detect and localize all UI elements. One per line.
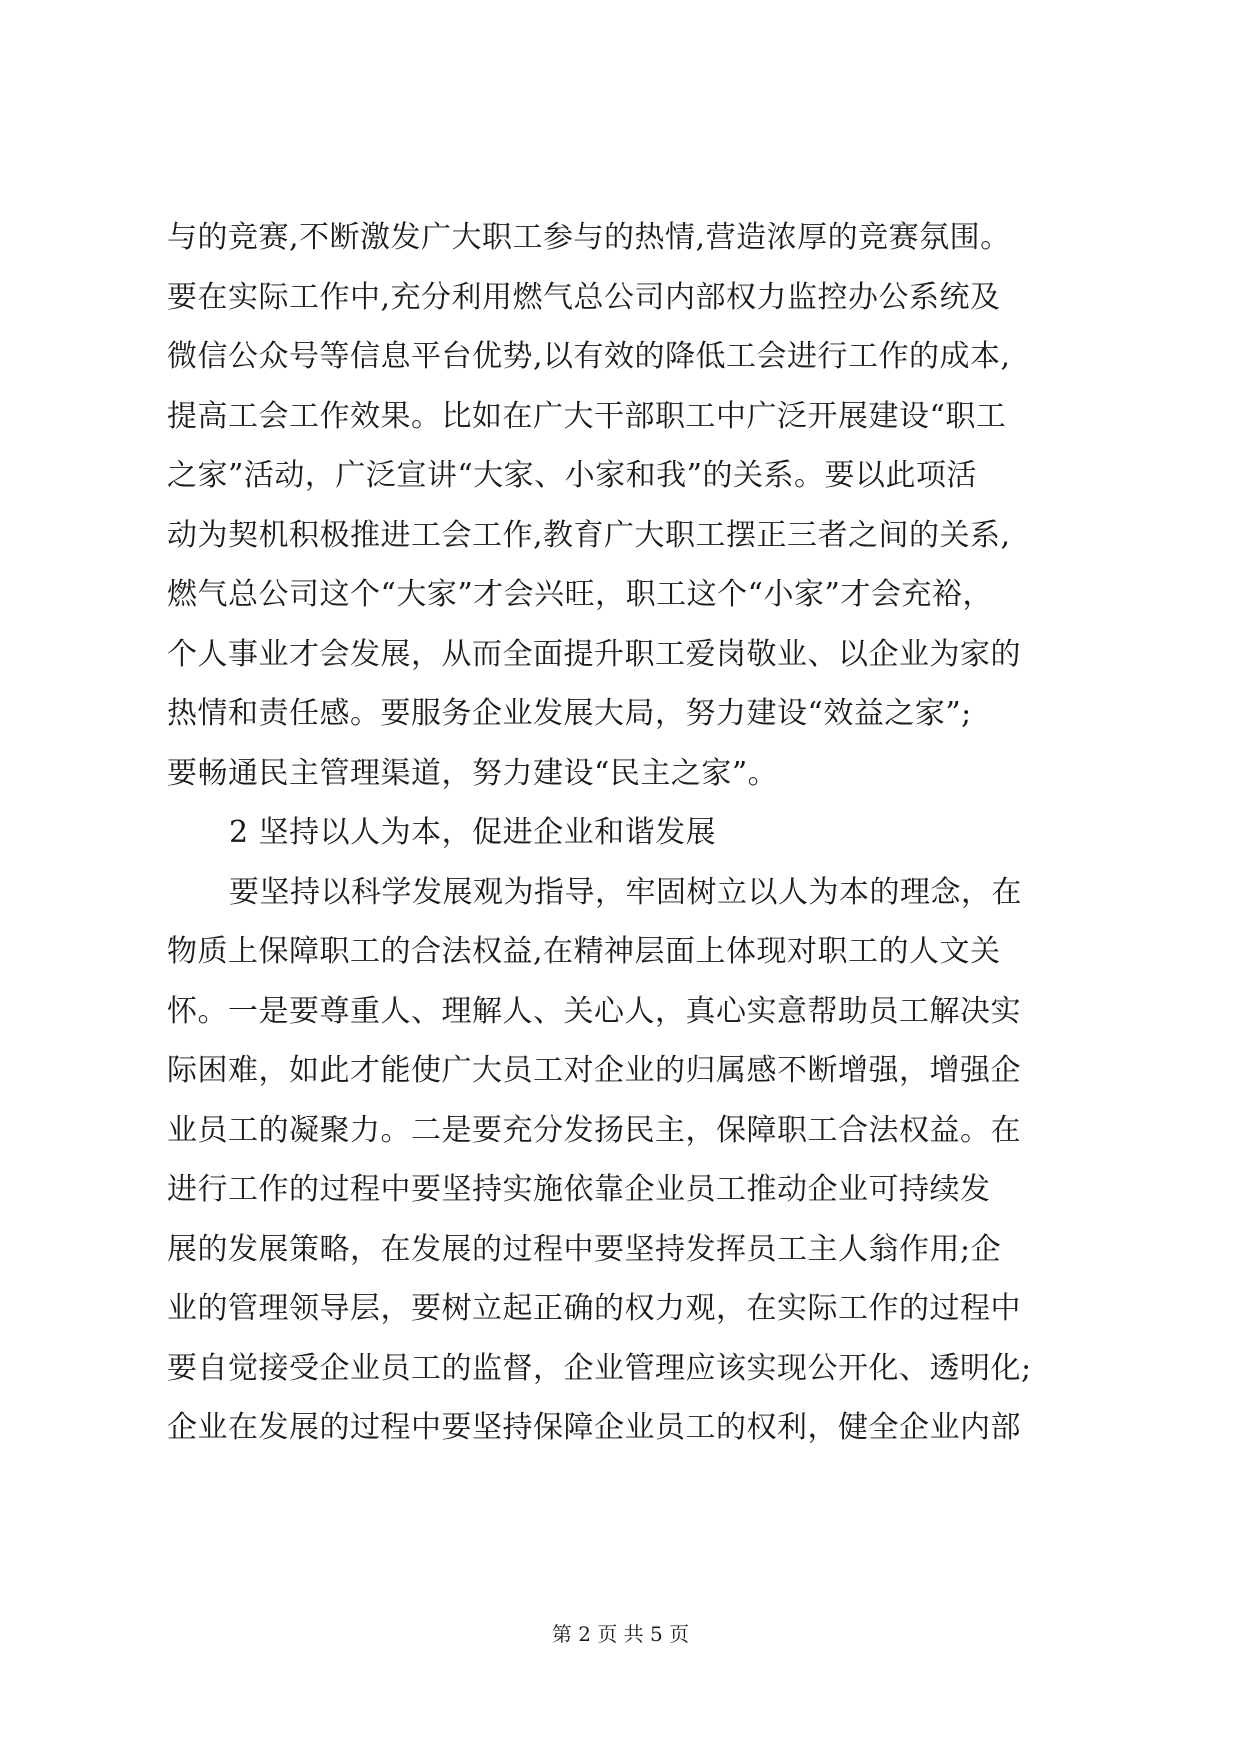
text-line: 与的竞赛,不断激发广大职工参与的热情,营造浓厚的竞赛氛围。 <box>167 220 1011 255</box>
text-line: 提高工会工作效果。比如在广大干部职工中广泛开展建设“职工 <box>167 398 1007 434</box>
text-line: 微信公众号等信息平台优势,以有效的降低工会进行工作的成本, <box>167 339 1011 374</box>
text-line: 业的管理领导层，要树立起正确的权力观，在实际工作的过程中 <box>167 1291 1021 1326</box>
text-line: 要坚持以科学发展观为指导，牢固树立以人为本的理念，在 <box>229 874 1022 910</box>
text-line: 际困难，如此才能使广大员工对企业的归属感不断增强，增强企 <box>167 1053 1021 1088</box>
text-line: 要畅通民主管理渠道，努力建设“民主之家”。 <box>167 755 779 791</box>
text-line: 进行工作的过程中要坚持实施依靠企业员工推动企业可持续发 <box>167 1172 991 1207</box>
text-line: 要自觉接受企业员工的监督，企业管理应该实现公开化、透明化; <box>167 1350 1032 1386</box>
text-line: 燃气总公司这个“大家”才会兴旺，职工这个“小家”才会充裕， <box>167 577 993 612</box>
text-line: 业员工的凝聚力。二是要充分发扬民主，保障职工合法权益。在 <box>167 1112 1021 1148</box>
text-line: 企业在发展的过程中要坚持保障企业员工的权利，健全企业内部 <box>167 1410 1021 1445</box>
text-line: 展的发展策略，在发展的过程中要坚持发挥员工主人翁作用;企 <box>167 1231 1002 1267</box>
text-line: 热情和责任感。要服务企业发展大局，努力建设“效益之家”; <box>167 696 972 731</box>
section-heading: 2 坚持以人为本，促进企业和谐发展 <box>229 815 717 850</box>
body-text <box>167 208 1102 1458</box>
text-line: 物质上保障职工的合法权益,在精神层面上体现对职工的人文关 <box>167 934 1001 969</box>
text-line: 个人事业才会发展，从而全面提升职工爱岗敬业、以企业为家的 <box>167 636 1021 672</box>
text-line: 要在实际工作中,充分利用燃气总公司内部权力监控办公系统及 <box>167 279 1001 315</box>
text-line: 动为契机积极推进工会工作,教育广大职工摆正三者之间的关系, <box>167 517 1011 553</box>
text-line: 之家”活动，广泛宣讲“大家、小家和我”的关系。要以此项活 <box>167 458 978 493</box>
text-line: 怀。一是要尊重人、理解人、关心人，真心实意帮助员工解决实 <box>167 993 1021 1029</box>
page-number-footer: 第 2 页 共 5 页 <box>551 1622 690 1646</box>
